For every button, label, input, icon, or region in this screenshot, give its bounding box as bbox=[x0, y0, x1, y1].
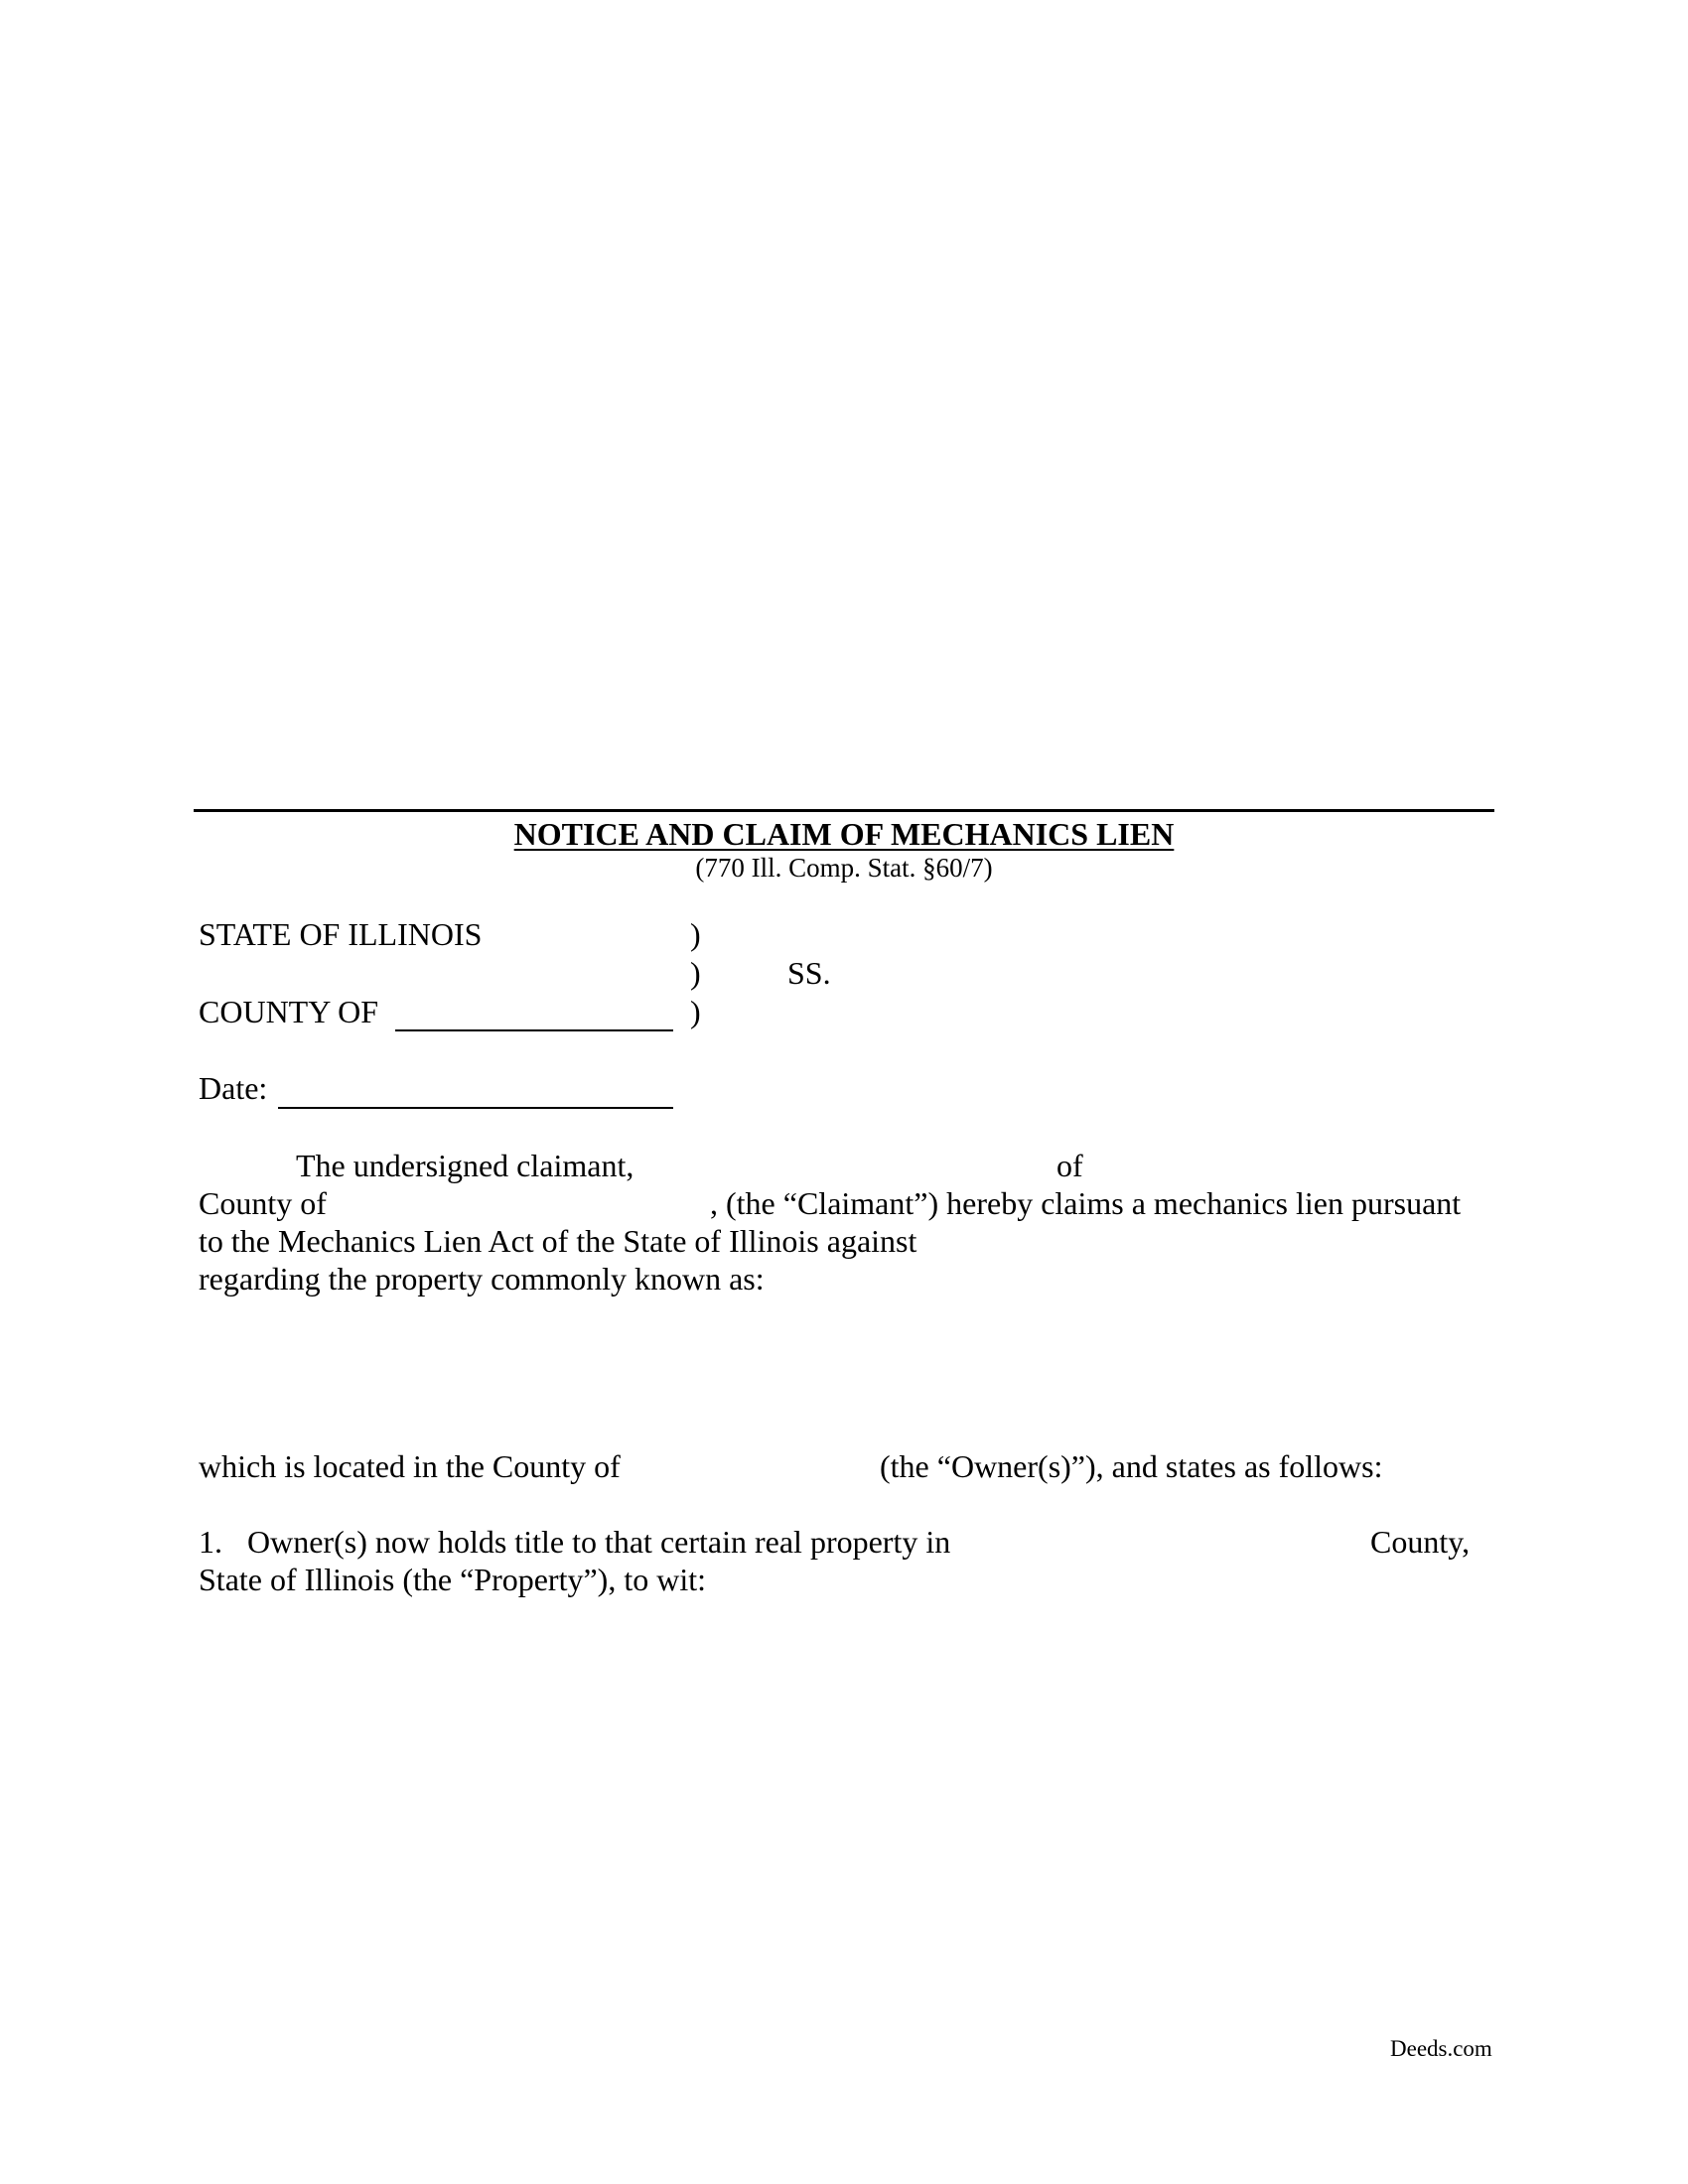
county-word: County, bbox=[1370, 1524, 1471, 1560]
state-label: STATE OF ILLINOIS bbox=[199, 916, 483, 952]
item-number: 1. bbox=[199, 1524, 222, 1560]
venue-paren-3: ) bbox=[690, 994, 701, 1029]
lien-act-line: to the Mechanics Lien Act of the State of Illinois against bbox=[199, 1223, 917, 1259]
county-label: COUNTY OF bbox=[199, 994, 379, 1029]
title-rule bbox=[194, 809, 1494, 812]
claimant-intro: The undersigned claimant, bbox=[296, 1148, 634, 1183]
location-county-label: which is located in the County of bbox=[199, 1448, 621, 1484]
property-to-wit-line: State of Illinois (the “Property”), to wit: bbox=[199, 1562, 706, 1597]
document-title: NOTICE AND CLAIM OF MECHANICS LIEN bbox=[513, 816, 1175, 852]
claimant-of: of bbox=[1056, 1148, 1083, 1183]
ss-label: SS. bbox=[787, 955, 831, 991]
statute-citation: (770 Ill. Comp. Stat. §60/7) bbox=[695, 853, 993, 883]
owners-clause: (the “Owner(s)”), and states as follows: bbox=[880, 1448, 1383, 1484]
property-known-line: regarding the property commonly known as: bbox=[199, 1261, 765, 1297]
county-blank-line[interactable] bbox=[395, 1004, 673, 1036]
title-holding-statement: Owner(s) now holds title to that certain real property in bbox=[247, 1524, 951, 1560]
claimant-county-label: County of bbox=[199, 1185, 327, 1221]
venue-paren-2: ) bbox=[690, 955, 701, 991]
date-blank-line[interactable] bbox=[278, 1081, 673, 1114]
date-label: Date: bbox=[199, 1070, 268, 1106]
venue-paren-1: ) bbox=[690, 916, 701, 952]
footer-brand: Deeds.com bbox=[1390, 2036, 1492, 2061]
claimant-clause: , (the “Claimant”) hereby claims a mechanics lien pursuant bbox=[710, 1185, 1462, 1221]
